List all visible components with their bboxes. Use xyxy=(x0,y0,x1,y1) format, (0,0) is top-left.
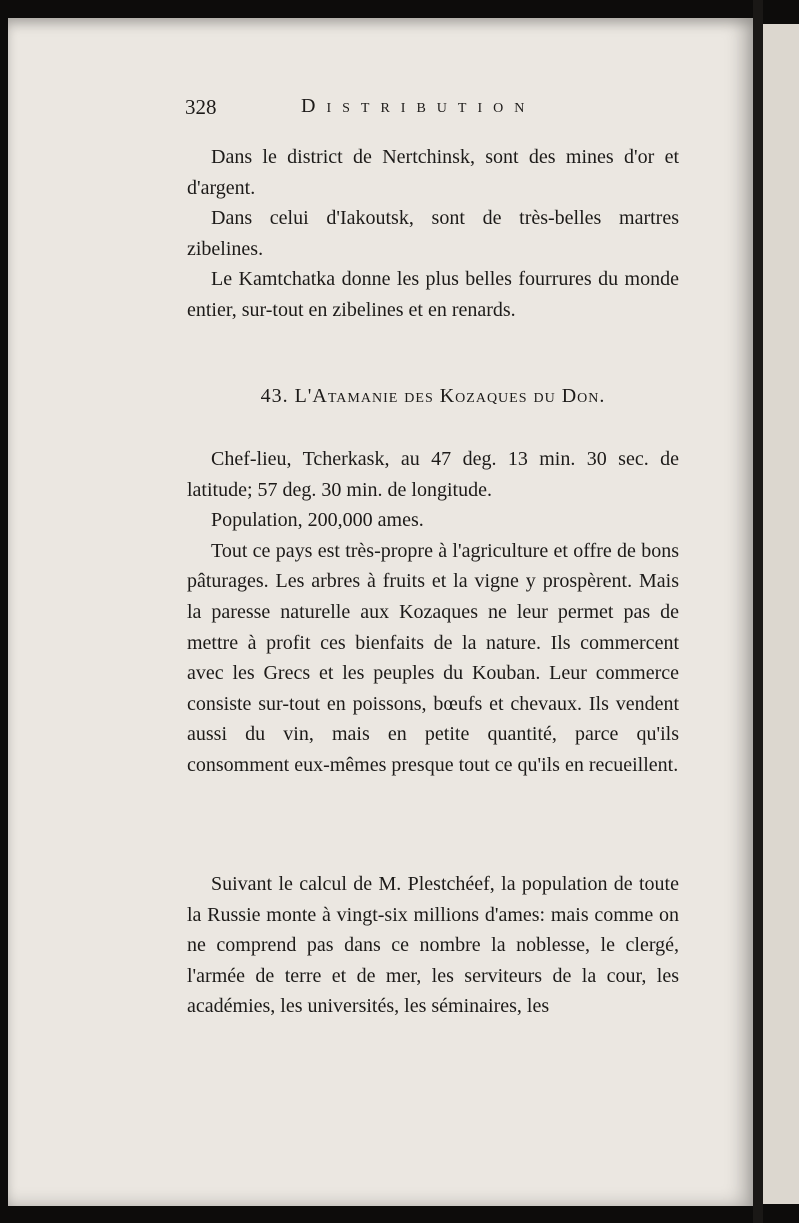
facing-page-edge xyxy=(763,24,799,1204)
book-gutter xyxy=(753,0,763,1223)
text-block-middle xyxy=(187,444,679,781)
paragraph: Dans le district de Nertchinsk, sont des mines d'or et d'argent. xyxy=(187,146,679,199)
paragraph: Le Kamtchatka donne les plus belles fourrures du monde entier, sur-tout en zibelines et en renards. xyxy=(187,268,679,321)
section-heading: 43. L'Atamanie des Kozaques du Don. xyxy=(260,385,606,407)
running-title: Distribution xyxy=(301,95,536,117)
paragraph: Tout ce pays est très-propre à l'agriculture et offre de bons pâturages. Les arbres à fruits et la vigne y prospèrent. Mais la paresse naturelle aux Kozaques ne leur permet pas de mettre à profit ces bienfaits de la nature. Ils commercent avec les Grecs et les peuples du Kouban. Leur commerce consiste sur-tout en poissons, bœufs et chevaux. Ils vendent aussi du vin, mais en petite quantité, parce qu'ils consomment eux-mêmes presque tout ce qu'ils en recueillent. xyxy=(187,539,679,776)
paragraph: Population, 200,000 ames. xyxy=(211,509,424,532)
paragraph: Chef-lieu, Tcherkask, au 47 deg. 13 min. 30 sec. de latitude; 57 deg. 30 min. de longitude. xyxy=(187,448,679,501)
text-block-top xyxy=(187,142,679,326)
paragraph: Dans celui d'Iakoutsk, sont de très-belles martres zibelines. xyxy=(187,207,679,260)
paragraph: Suivant le calcul de M. Plestchéef, la population de toute la Russie monte à vingt-six millions d'ames: mais comme on ne comprend pas dans ce nombre la noblesse, le clergé, l'armée de terre et de mer, les serviteurs de la cour, les académies, les universités, les séminaires, les xyxy=(187,873,679,1018)
text-block-bottom xyxy=(187,869,679,1022)
page-number: 328 xyxy=(185,95,217,119)
